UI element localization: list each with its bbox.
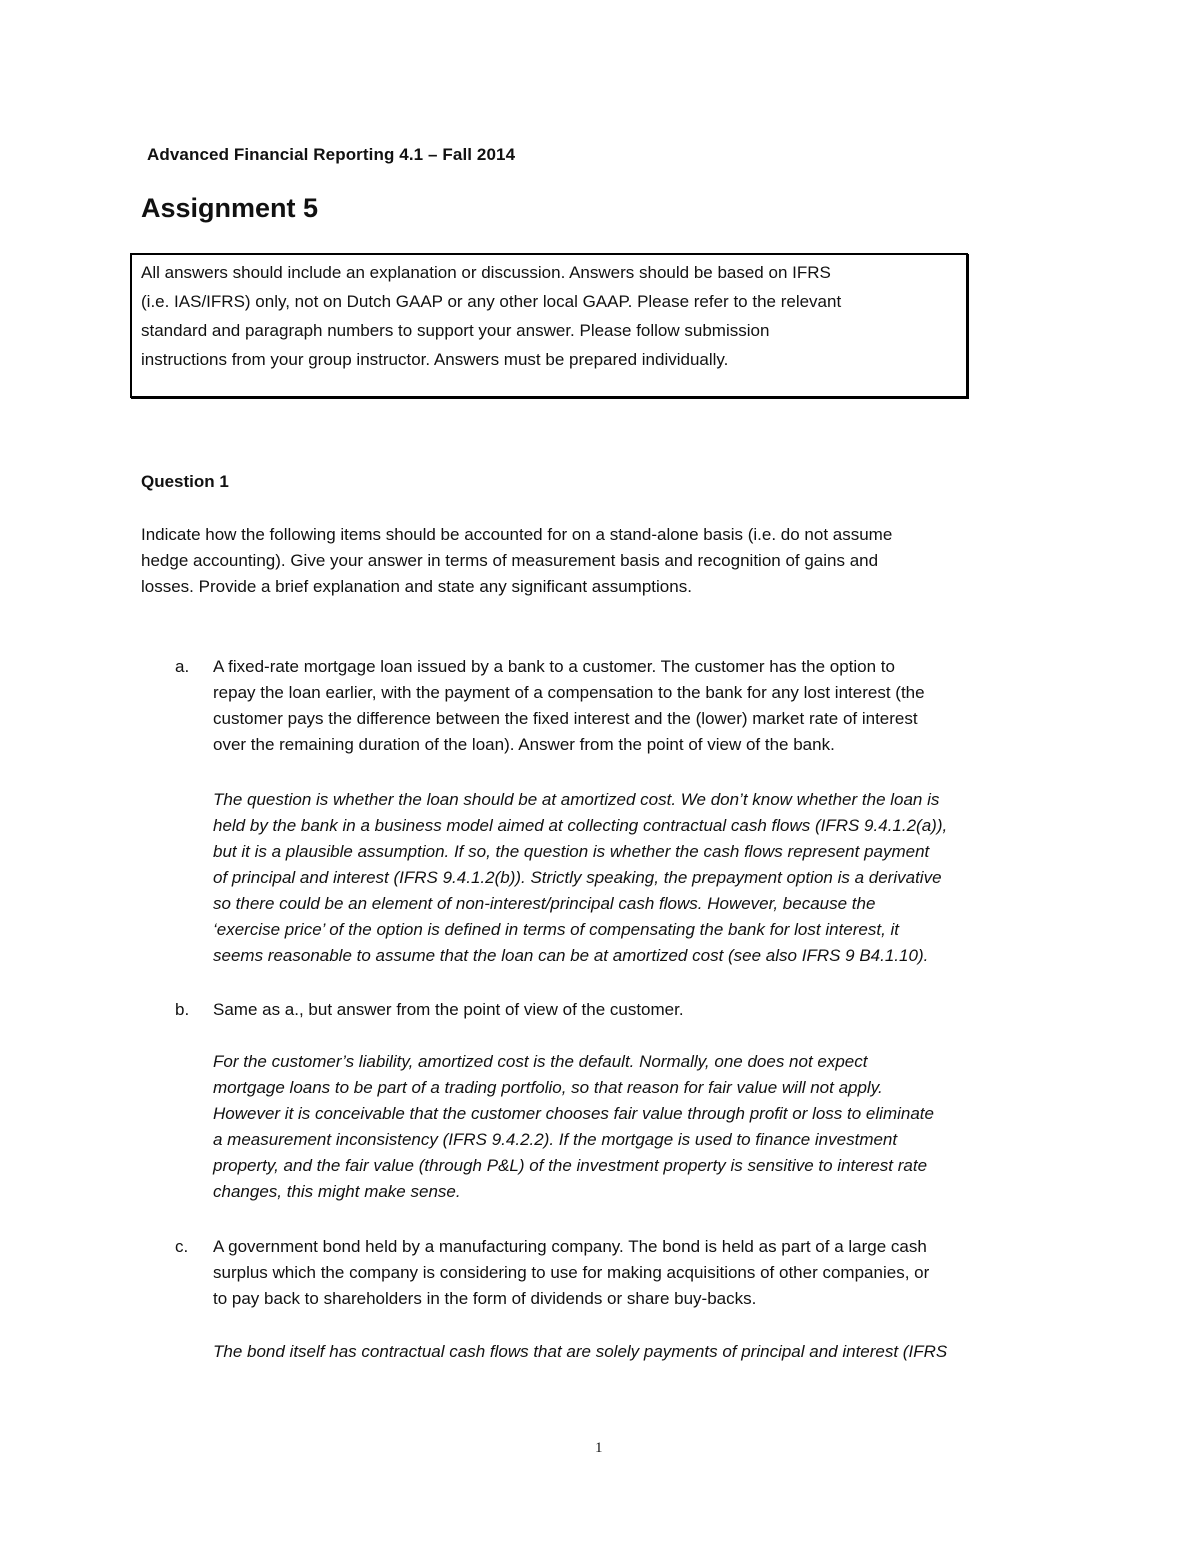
instructions-text (141, 258, 961, 374)
intro-line: losses. Provide a brief explanation and state any significant assumptions. (141, 577, 692, 596)
answer-line: property, and the fair value (through P&L) of the investment property is sensitive to interest rate (213, 1156, 928, 1175)
question-1-heading: Question 1 (141, 472, 229, 491)
answer-b (213, 1049, 1073, 1205)
question-line: customer pays the difference between the fixed interest and the (lower) market rate of interest (213, 709, 918, 728)
answer-line: a measurement inconsistency (IFRS 9.4.2.2). If the mortgage is used to finance investment (213, 1130, 898, 1149)
answer-line: changes, this might make sense. (213, 1182, 461, 1201)
answer-c (213, 1339, 1073, 1365)
answer-line: seems reasonable to assume that the loan can be at amortized cost (see also IFRS 9 B4.1.10). (213, 946, 929, 965)
item-marker: c. (175, 1237, 189, 1256)
answer-line: The bond itself has contractual cash flows that are solely payments of principal and interest (IFRS (213, 1342, 948, 1361)
item-marker: b. (175, 1000, 190, 1019)
question-line: A government bond held by a manufacturing company. The bond is held as part of a large cash (213, 1237, 927, 1256)
item-marker: a. (175, 657, 190, 676)
item-question (213, 654, 1073, 758)
instructions-line: (i.e. IAS/IFRS) only, not on Dutch GAAP or any other local GAAP. Please refer to the relevant (141, 292, 842, 311)
question-line: A fixed-rate mortgage loan issued by a bank to a customer. The customer has the option to (213, 657, 895, 676)
item-question (213, 997, 1073, 1023)
question-line: repay the loan earlier, with the payment of a compensation to the bank for any lost interest (the (213, 683, 925, 702)
intro-line: Indicate how the following items should be accounted for on a stand-alone basis (i.e. do not assume (141, 525, 893, 544)
assignment-title: Assignment 5 (141, 193, 319, 223)
answer-line: held by the bank in a business model aimed at collecting contractual cash flows (IFRS 9.4.1.2(a)), (213, 816, 948, 835)
question-line: over the remaining duration of the loan). Answer from the point of view of the bank. (213, 735, 835, 754)
answer-line: of principal and interest (IFRS 9.4.1.2(b)). Strictly speaking, the prepayment option is a derivative (213, 868, 942, 887)
answer-line: so there could be an element of non-interest/principal cash flows. However, because the (213, 894, 876, 913)
answer-line: but it is a plausible assumption. If so, the question is whether the cash flows represent payment (213, 842, 930, 861)
answer-line: However it is conceivable that the customer chooses fair value through profit or loss to eliminate (213, 1104, 934, 1123)
intro-line: hedge accounting). Give your answer in terms of measurement basis and recognition of gains and (141, 551, 879, 570)
instructions-line: standard and paragraph numbers to support your answer. Please follow submission (141, 321, 770, 340)
answer-line: ‘exercise price’ of the option is defined in terms of compensating the bank for lost interest, it (213, 920, 900, 939)
question-line: Same as a., but answer from the point of view of the customer. (213, 1000, 684, 1019)
item-question (213, 1234, 1073, 1312)
answer-line: The question is whether the loan should be at amortized cost. We don’t know whether the loan is (213, 790, 940, 809)
page-number: 1 (595, 1440, 603, 1456)
answer-a (213, 787, 1073, 969)
question-1-intro (141, 522, 1041, 600)
course-title: Advanced Financial Reporting 4.1 – Fall 2014 (147, 145, 516, 164)
question-line: to pay back to shareholders in the form of dividends or share buy-backs. (213, 1289, 757, 1308)
answer-line: For the customer’s liability, amortized cost is the default. Normally, one does not expect (213, 1052, 868, 1071)
instructions-line: All answers should include an explanation or discussion. Answers should be based on IFRS (141, 263, 831, 282)
instructions-line: instructions from your group instructor. Answers must be prepared individually. (141, 350, 729, 369)
question-line: surplus which the company is considering to use for making acquisitions of other companies, or (213, 1263, 930, 1282)
answer-line: mortgage loans to be part of a trading portfolio, so that reason for fair value will not apply. (213, 1078, 883, 1097)
